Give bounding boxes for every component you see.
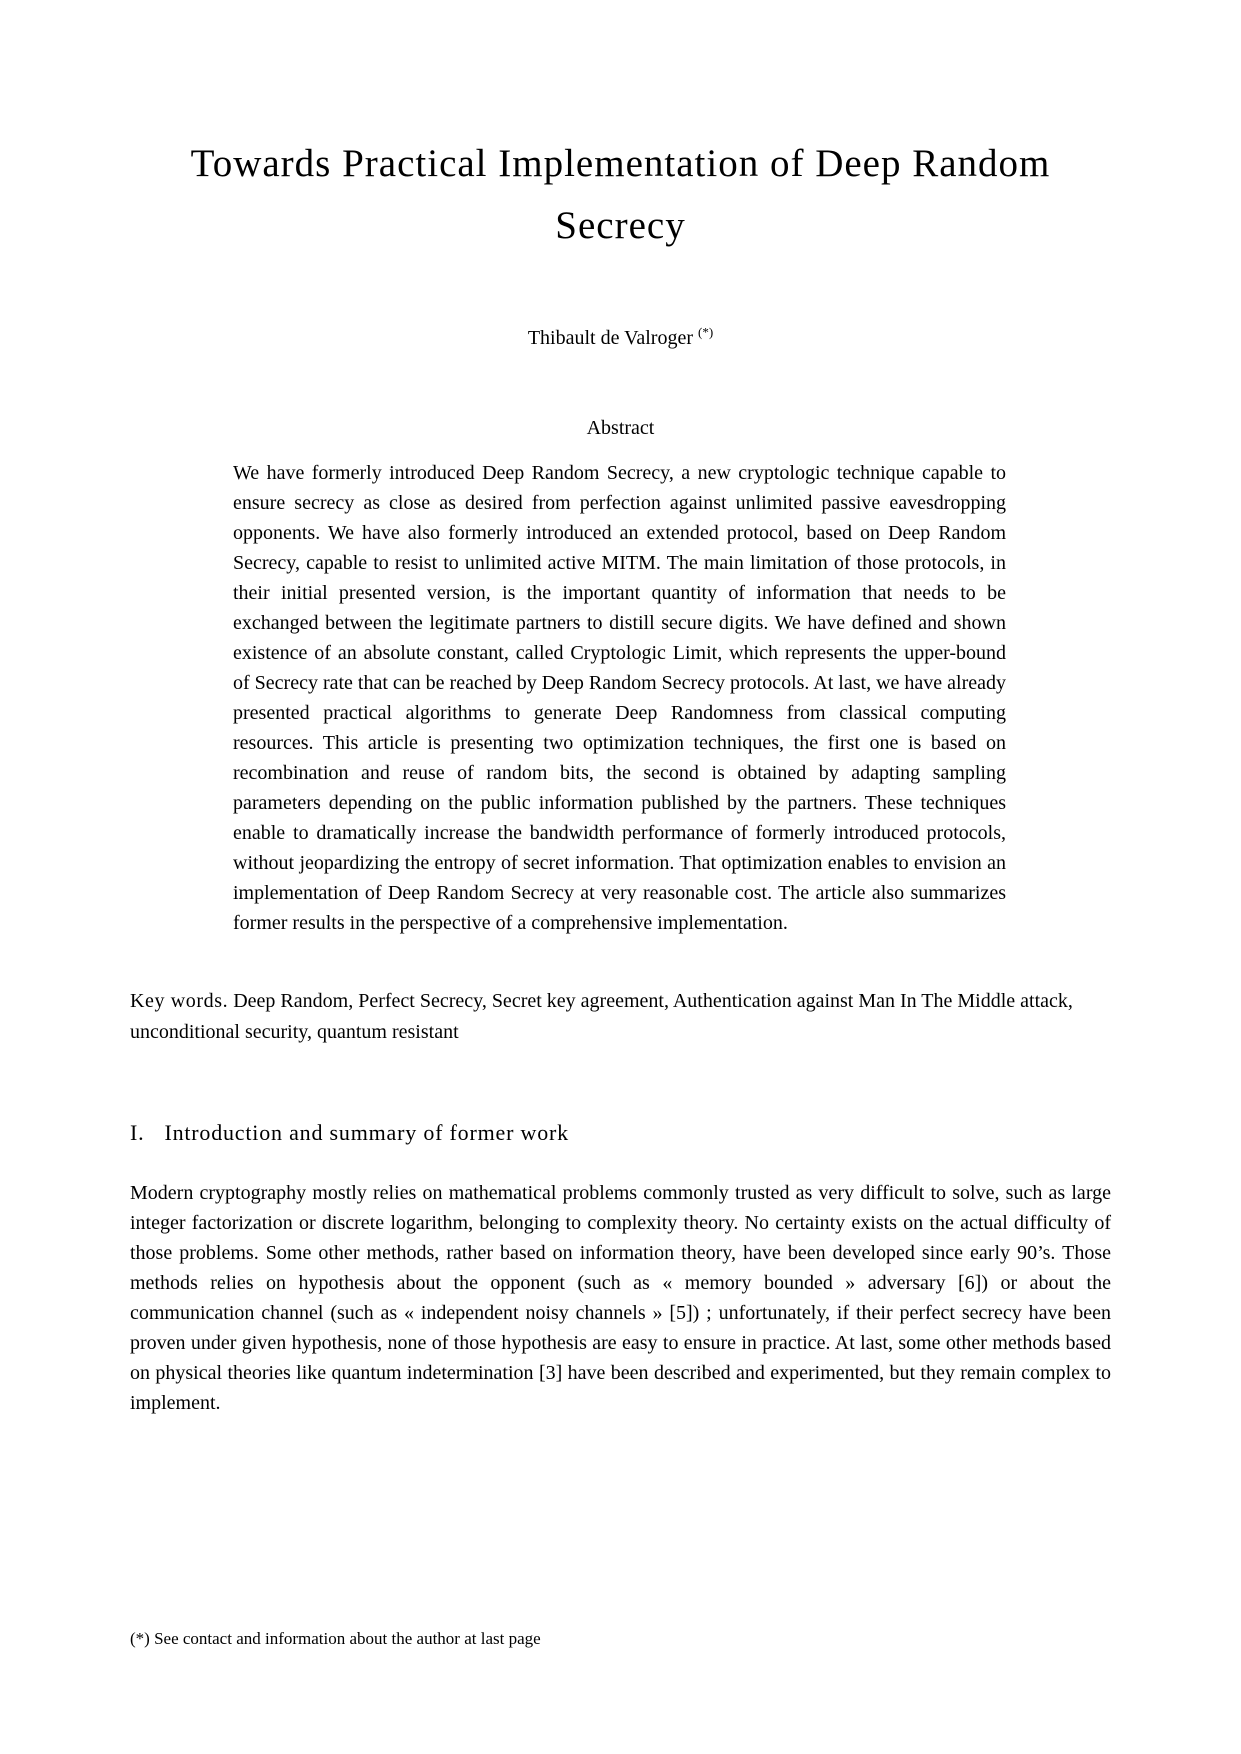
paper-title [130, 133, 1111, 257]
paper-title-line1: Towards Practical Implementation of Deep Random [190, 142, 1051, 185]
author-footnote: (*) See contact and information about the author at last page [130, 1629, 541, 1648]
keywords-text: Deep Random, Perfect Secrecy, Secret key agreement, Authentication against Man In The Middle attack, unconditional security, quantum resistant [130, 990, 1073, 1043]
paper-title-line2: Secrecy [555, 204, 686, 247]
section-title: Introduction and summary of former work [164, 1120, 569, 1145]
keywords-line [130, 986, 1111, 1048]
abstract-text: We have formerly introduced Deep Random Secrecy, a new cryptologic technique capable to ensure secrecy as close as desired from perfection against unlimited passive eavesdropping opponents. We have also formerly introduced an extended protocol, based on Deep Random Secrecy, capable to resist to unlimited active MITM. The main limitation of those protocols, in their initial presented version, is the important quantity of information that needs to be exchanged between the legitimate partners to distill secure digits. We have defined and shown existence of an absolute constant, called Cryptologic Limit, which represents the upper-bound of Secrecy rate that can be reached by Deep Random Secrecy protocols. At last, we have already presented practical algorithms to generate Deep Randomness from classical computing resources. This article is presenting two optimization techniques, the first one is based on recombination and reuse of random bits, the second is obtained by adapting sampling parameters depending on the public information published by the partners. These techniques enable to dramatically increase the bandwidth performance of formerly introduced protocols, without jeopardizing the entropy of secret information. That optimization enables to envision an implementation of Deep Random Secrecy at very reasonable cost. The article also summarizes former results in the perspective of a comprehensive implementation. [233, 462, 1006, 934]
author-line [130, 325, 1111, 351]
keywords-label: Key words. [130, 990, 229, 1012]
section-heading-introduction [130, 1118, 1111, 1148]
abstract-heading: Abstract [586, 417, 655, 439]
introduction-paragraph: Modern cryptography mostly relies on mathematical problems commonly trusted as very difficult to solve, such as large integer factorization or discrete logarithm, belonging to complexity theory. No certainty exists on the actual difficulty of those problems. Some other methods, rather based on information theory, have been developed since early 90’s. Those methods relies on hypothesis about the opponent (such as « memory bounded » adversary [6]) or about the communication channel (such as « independent noisy channels » [5]) ; unfortunately, if their perfect secrecy have been proven under given hypothesis, none of those hypothesis are easy to ensure in practice. At last, some other methods based on physical theories like quantum indetermination [3] have been described and experimented, but they remain complex to implement. [130, 1182, 1111, 1414]
section-number: I. [130, 1120, 145, 1145]
author-footnote-marker: (*) [697, 324, 714, 340]
author-name: Thibault de Valroger [527, 327, 693, 349]
